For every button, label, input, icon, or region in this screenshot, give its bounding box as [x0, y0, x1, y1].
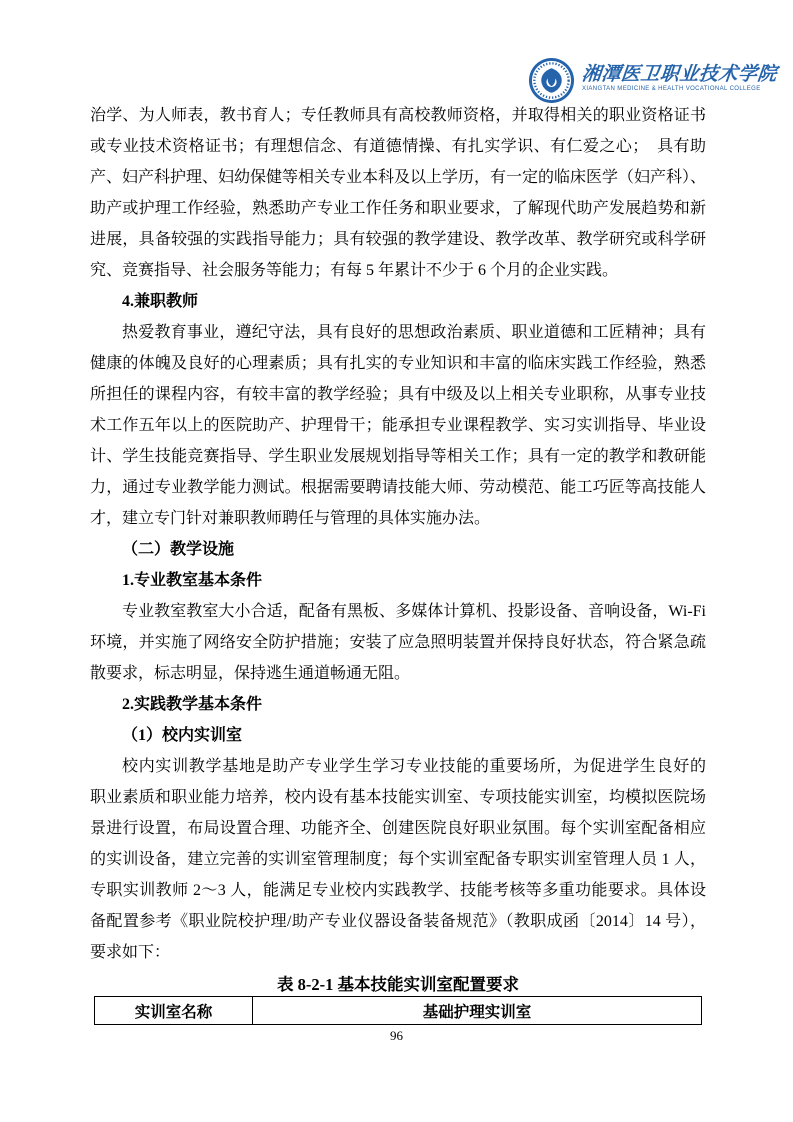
body-text-line: 校内实训教学基地是助产专业学生学习专业技能的重要场所，为促进学生良好的	[122, 758, 706, 775]
body-text-line: 治学、为人师表，教书育人；专任教师具有高校教师资格，并取得相关的职业资格证书	[90, 107, 706, 124]
body-text-line: 所担任的课程内容，有较丰富的教学经验；具有中级及以上相关专业职称，从事专业技	[90, 386, 706, 403]
body-text-line: 要求如下：	[90, 944, 171, 961]
body-text-line: 或专业技术资格证书；有理想信念、有道德情操、有扎实学识、有仁爱之心； 具有助	[90, 138, 706, 155]
body-text-line: 职业素质和职业能力培养，校内设有基本技能实训室、专项技能实训室，均模拟医院场	[90, 789, 706, 806]
college-name-block	[582, 57, 777, 92]
document-body	[90, 100, 706, 968]
body-text-line: 专职实训教师 2～3 人，能满足专业校内实践教学、技能考核等多重功能要求。具体设	[90, 882, 706, 899]
body-text-line: 助产或护理工作经验，熟悉助产专业工作任务和职业要求，了解现代助产发展趋势和新	[90, 200, 706, 217]
table-caption: 表 8-2-1 基本技能实训室配置要求	[277, 975, 519, 994]
body-text-line: 散要求，标志明显，保持逃生通道畅通无阻。	[90, 665, 411, 682]
body-text-line: 力，通过专业教学能力测试。根据需要聘请技能大师、劳动模范、能工巧匠等高技能人	[90, 479, 706, 496]
body-text-line: 景进行设置，布局设置合理、功能齐全、创建医院良好职业氛围。每个实训室配备相应	[90, 820, 706, 837]
body-text-line: 究、竞赛指导、社会服务等能力；有每 5 年累计不少于 6 个月的企业实践。	[90, 262, 619, 279]
body-text-line: 健康的体魄及良好的心理素质；具有扎实的专业知识和丰富的临床实践工作经验，熟悉	[90, 355, 706, 372]
section-heading: （二）教学设施	[122, 541, 235, 558]
body-text-line: 的实训设备，建立完善的实训室管理制度；每个实训室配备专职实训室管理人员 1 人，	[90, 851, 706, 868]
body-text-line: 环境，并实施了网络安全防护措施；安装了应急照明装置并保持良好状态，符合紧急疏	[90, 634, 706, 651]
section-heading: （1）校内实训室	[122, 727, 243, 744]
table-row	[95, 997, 702, 1025]
section-heading: 4.兼职教师	[122, 293, 199, 310]
body-text-line: 才，建立专门针对兼职教师聘任与管理的具体实施办法。	[90, 510, 491, 527]
training-room-table	[94, 996, 702, 1025]
college-emblem-icon	[528, 57, 575, 104]
body-text-line: 产、妇产科护理、妇幼保健等相关专业本科及以上学历，有一定的临床医学（妇产科）、	[90, 169, 706, 186]
table-cell-room-name: 基础护理实训室	[253, 997, 702, 1025]
body-text-line: 热爱教育事业，遵纪守法，具有良好的思想政治素质、职业道德和工匠精神；具有	[122, 324, 706, 341]
body-text-line: 进展，具备较强的实践指导能力；具有较强的教学建设、教学改革、教学研究或科学研	[90, 231, 706, 248]
body-text-line: 备配置参考《职业院校护理/助产专业仪器设备装备规范》（教职成函〔2014〕14 号），	[90, 913, 706, 930]
table-cell-room-label: 实训室名称	[95, 997, 253, 1025]
page-number: 96	[390, 1028, 403, 1043]
college-name-en: XIANGTAN MEDICINE & HEALTH VOCATIONAL COLLEGE	[582, 86, 761, 92]
section-heading: 2.实践教学基本条件	[122, 696, 263, 713]
college-logo	[528, 57, 777, 104]
body-text-line: 计、学生技能竞赛指导、学生职业发展规划指导等相关工作；具有一定的教学和教研能	[90, 448, 706, 465]
section-heading: 1.专业教室基本条件	[122, 572, 263, 589]
body-text-line: 术工作五年以上的医院助产、护理骨干；能承担专业课程教学、实习实训指导、毕业设	[90, 417, 706, 434]
college-name-zh: 湘潭医卫职业技术学院	[580, 63, 779, 85]
body-text-line: 专业教室教室大小合适，配备有黑板、多媒体计算机、投影设备、音响设备，Wi-Fi	[122, 603, 706, 620]
